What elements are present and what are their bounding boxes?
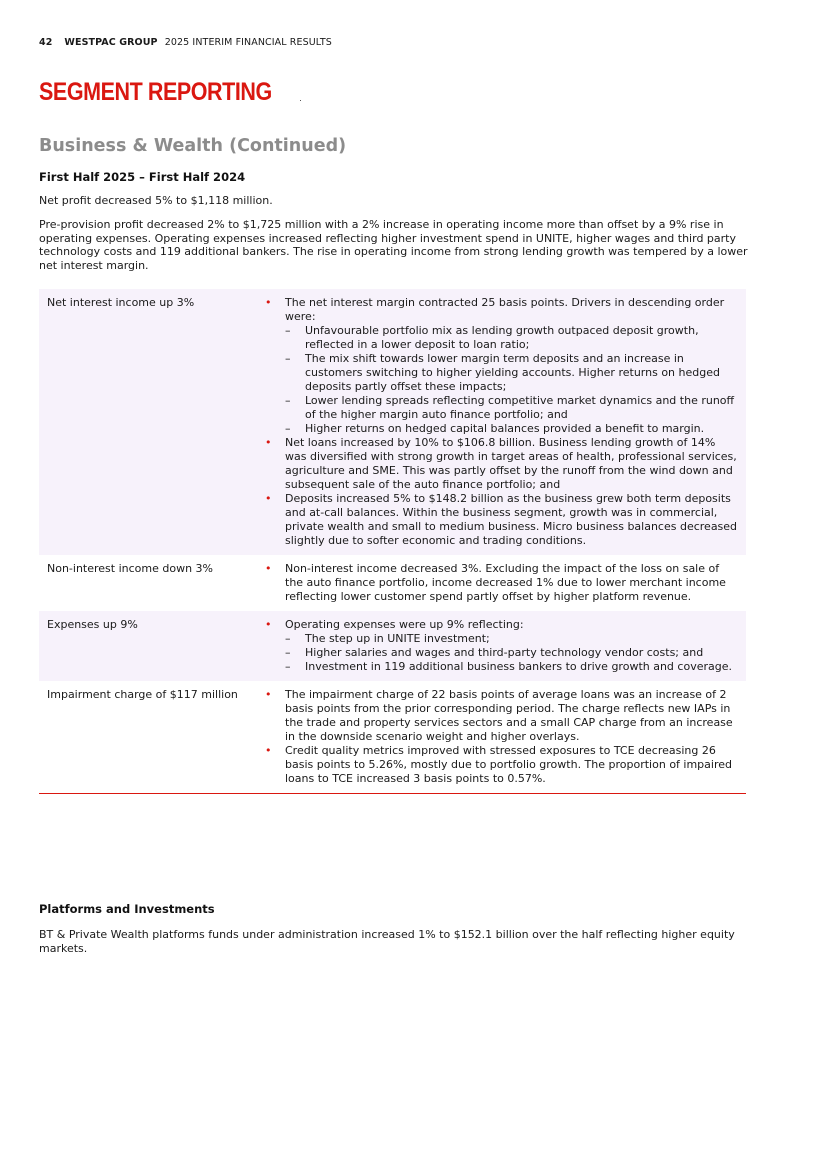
row-label: Net interest income up 3% <box>39 289 254 555</box>
table-row <box>39 681 746 794</box>
page-header <box>39 37 332 48</box>
subtitle: Business & Wealth (Continued) <box>39 136 347 156</box>
preprovision-text: Pre-provision profit decreased 2% to $1,725 million with a 2% increase in operating income more than offset by a 9% rise in operating expenses. Operating expenses increased reflecting higher investment spend in UNITE, higher wages and third party technology costs and 119 additional bankers. The rise in operating income from strong lending growth was tempered by a lower net interest margin. <box>39 218 748 272</box>
stray-dot <box>300 100 301 101</box>
report-name: 2025 INTERIM FINANCIAL RESULTS <box>164 37 332 48</box>
table-row <box>39 555 746 611</box>
bullet-item: • Net loans increased by 10% to $106.8 billion. Business lending growth of 14% was diversified with strong growth in target areas of health, professional services, agriculture and SME. This was partly offset by the runoff from the wind down and subsequent sale of the auto finance portfolio; and <box>262 436 738 492</box>
dash-item: – Higher salaries and wages and third-party technology vendor costs; and <box>285 646 738 660</box>
bullet-item: • The impairment charge of 22 basis points of average loans was an increase of 2 basis points from the prior corresponding period. The charge reflects new IAPs in the trade and property services sectors and a small CAP charge from an increase in the downside scenario weight and higher overlays. <box>262 688 738 744</box>
row-content <box>254 611 746 681</box>
section-title: SEGMENT REPORTING <box>39 78 272 106</box>
row-label: Impairment charge of $117 million <box>39 681 254 794</box>
table-row <box>39 289 746 555</box>
bullet-item: • Credit quality metrics improved with stressed exposures to TCE decreasing 26 basis points to 5.26%, mostly due to portfolio growth. The proportion of impaired loans to TCE increased 3 basis points to 0.57%. <box>262 744 738 786</box>
bullet-text: The net interest margin contracted 25 basis points. Drivers in descending order were: <box>285 296 725 323</box>
bullet-item <box>262 618 738 674</box>
dash-item: – Lower lending spreads reflecting competitive market dynamics and the runoff of the higher margin auto finance portfolio; and <box>285 394 738 422</box>
period-heading: First Half 2025 – First Half 2024 <box>39 170 246 184</box>
row-content <box>254 681 746 794</box>
platforms-text: BT & Private Wealth platforms funds under administration increased 1% to $152.1 billion over the half reflecting higher equity markets. <box>39 928 735 955</box>
company-name: WESTPAC GROUP <box>64 37 158 48</box>
dash-item: – Investment in 119 additional business bankers to drive growth and coverage. <box>285 660 738 674</box>
row-label: Expenses up 9% <box>39 611 254 681</box>
bullet-item: • Deposits increased 5% to $148.2 billion as the business grew both term deposits and at-call balances. Within the business segment, growth was in commercial, private wealth and small to medium business. Micro business balances decreased slightly due to softer economic and trading conditions. <box>262 492 738 548</box>
net-profit-text: Net profit decreased 5% to $1,118 million. <box>39 194 273 207</box>
bullet-item: • Non-interest income decreased 3%. Excluding the impact of the loss on sale of the auto finance portfolio, income decreased 1% due to lower merchant income reflecting lower customer spend partly offset by higher platform revenue. <box>262 562 738 604</box>
row-content <box>254 289 746 555</box>
platforms-heading: Platforms and Investments <box>39 902 215 916</box>
segment-table <box>39 289 746 794</box>
dash-item: – Unfavourable portfolio mix as lending growth outpaced deposit growth, reflected in a lower deposit to loan ratio; <box>285 324 738 352</box>
dash-item: – Higher returns on hedged capital balances provided a benefit to margin. <box>285 422 738 436</box>
bullet-item <box>262 296 738 436</box>
bullet-text: Operating expenses were up 9% reflecting: <box>285 618 524 631</box>
page-number: 42 <box>39 37 53 48</box>
row-content <box>254 555 746 611</box>
row-label: Non-interest income down 3% <box>47 562 214 575</box>
dash-item: – The step up in UNITE investment; <box>285 632 738 646</box>
dash-item: – The mix shift towards lower margin term deposits and an increase in customers switching to higher yielding accounts. Higher returns on hedged deposits partly offset these impacts; <box>285 352 738 394</box>
table-row <box>39 611 746 681</box>
